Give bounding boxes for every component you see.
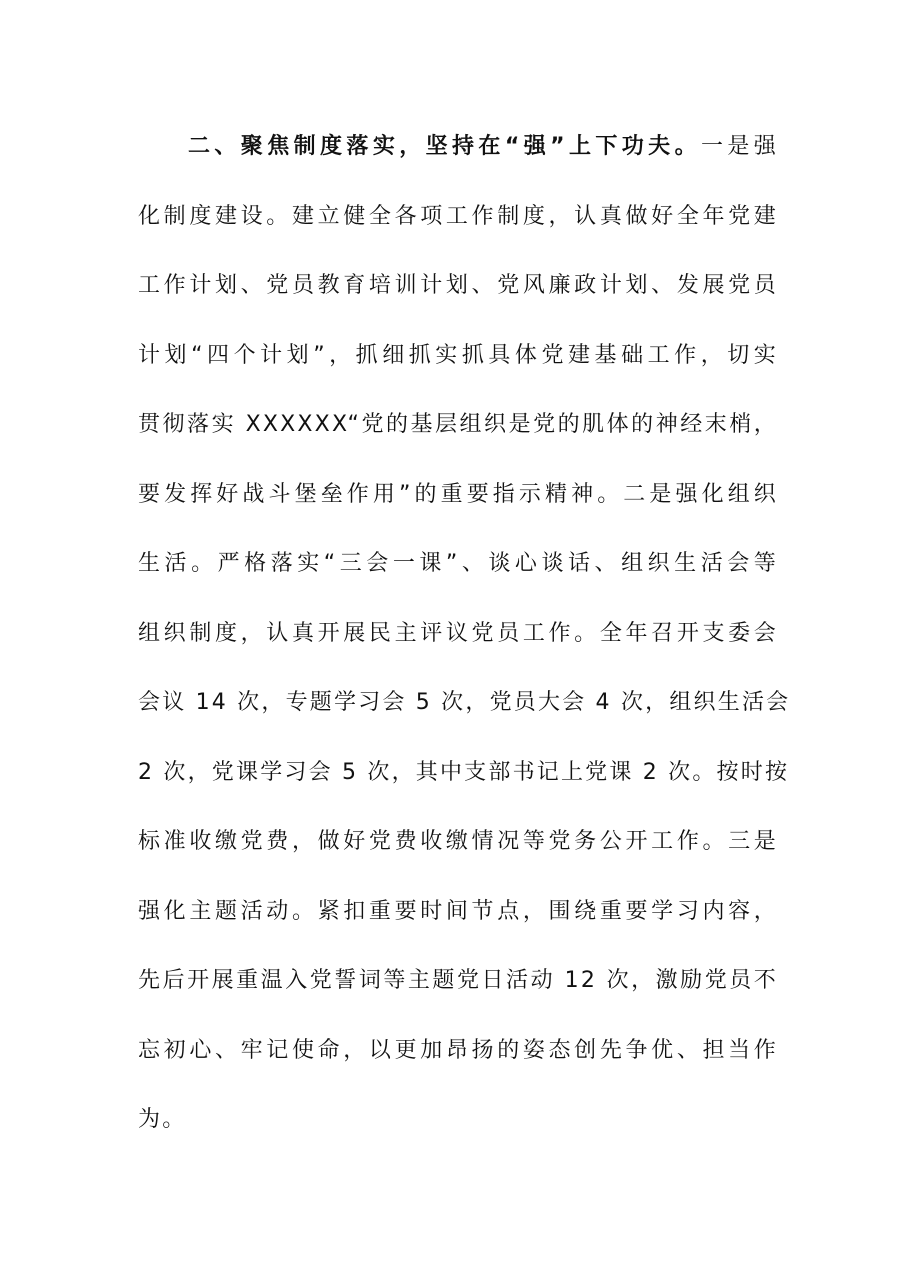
paragraph-line: 贯彻落实 XXXXXX“党的基层组织是党的肌体的神经末梢，: [138, 412, 778, 437]
paragraph-line: 计划“四个计划”，抓细抓实抓具体党建基础工作，切实: [138, 342, 778, 368]
paragraph-text: 一是强: [700, 134, 778, 159]
body-paragraph: [138, 112, 791, 1155]
section-heading: 二、聚焦制度落实，坚持在“强”上下功夫。: [188, 134, 701, 159]
paragraph-line: 生活。严格落实“三会一课”、谈心谈话、组织生活会等: [138, 551, 778, 576]
paragraph-line: [138, 112, 778, 182]
paragraph-line: 会议 14 次，专题学习会 5 次，党员大会 4 次，组织生活会: [138, 690, 791, 715]
paragraph-line: 化制度建设。建立健全各项工作制度，认真做好全年党建: [138, 203, 778, 229]
paragraph-line: 2 次，党课学习会 5 次，其中支部书记上党课 2 次。按时按: [138, 759, 790, 785]
paragraph-line: 强化主题活动。紧扣重要时间节点，围绕重要学习内容，: [138, 898, 778, 924]
paragraph-line: 要发挥好战斗堡垒作用”的重要指示精神。二是强化组织: [138, 481, 778, 507]
paragraph-line: 工作计划、党员教育培训计划、党风廉政计划、发展党员: [138, 273, 778, 298]
paragraph-line: 为。: [138, 1107, 187, 1132]
paragraph-line: 忘初心、牢记使命，以更加昂扬的姿态创先争优、担当作: [138, 1037, 778, 1063]
paragraph-line: 标准收缴党费，做好党费收缴情况等党务公开工作。三是: [138, 829, 778, 854]
paragraph-line: 先后开展重温入党誓词等主题党日活动 12 次，激励党员不: [138, 968, 778, 993]
paragraph-line: 组织制度，认真开展民主评议党员工作。全年召开支委会: [138, 620, 778, 646]
